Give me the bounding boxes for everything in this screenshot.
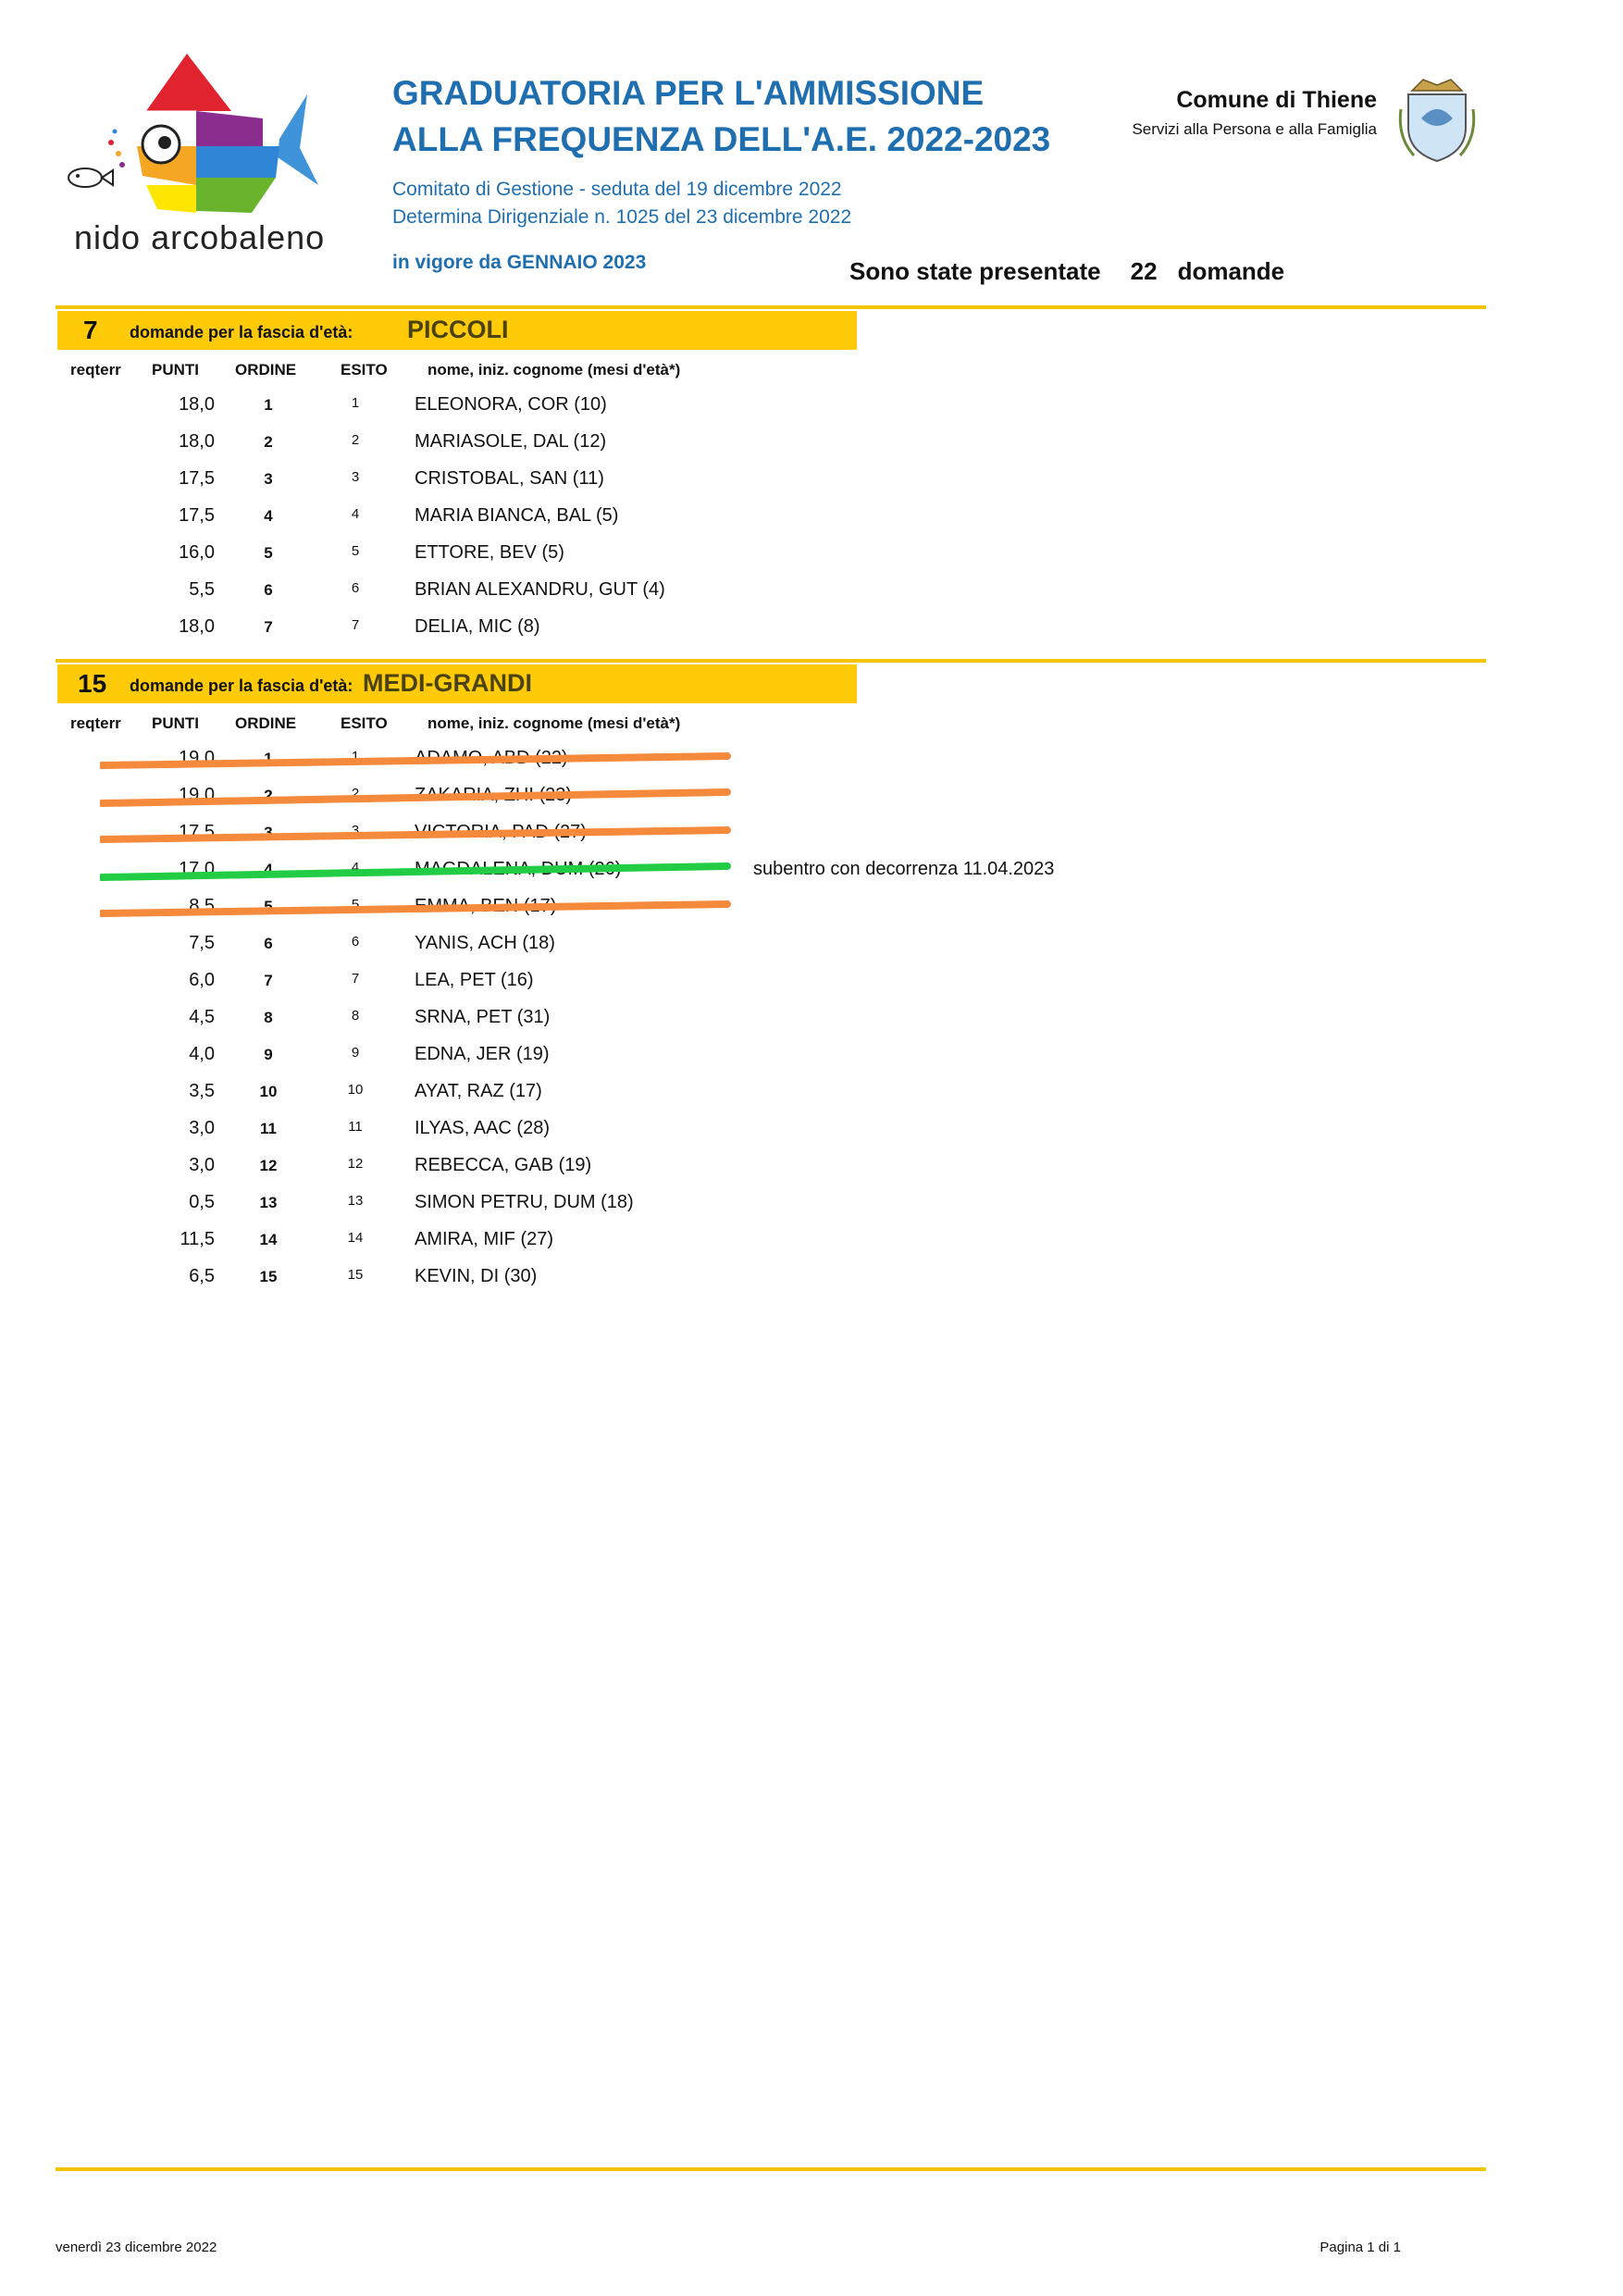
- section-band-medi-grandi: [57, 664, 857, 703]
- points-cell: 4,5: [189, 1007, 215, 1027]
- name-cell: ADAMO, ABD (22): [415, 748, 568, 768]
- esito-cell: 14: [347, 1230, 364, 1246]
- ordine-cell: 5: [264, 544, 273, 562]
- name-cell: MARIASOLE, DAL (12): [415, 431, 607, 452]
- col-header-reqterr: reqterr: [70, 714, 121, 732]
- footer-date: venerdì 23 dicembre 2022: [56, 2240, 217, 2255]
- col-header-esito: ESITO: [341, 361, 388, 379]
- name-cell: SRNA, PET (31): [415, 1007, 551, 1027]
- ordine-cell: 14: [259, 1231, 278, 1248]
- ordine-cell: 11: [260, 1120, 277, 1137]
- ordine-cell: 3: [264, 470, 273, 488]
- esito-cell: 12: [347, 1156, 364, 1172]
- esito-cell: 7: [351, 971, 360, 987]
- name-cell: EMMA, BEN (17): [415, 896, 557, 916]
- name-cell: ELEONORA, COR (10): [415, 394, 607, 415]
- points-cell: 7,5: [189, 933, 215, 953]
- esito-cell: 1: [351, 749, 360, 764]
- esito-cell: 11: [348, 1119, 363, 1135]
- col-header-reqterr: reqterr: [70, 361, 121, 379]
- col-header-punti: PUNTI: [152, 714, 199, 732]
- ordine-cell: 1: [264, 396, 273, 414]
- divider-rule: [56, 305, 1486, 309]
- points-cell: 17,5: [179, 505, 215, 526]
- esito-cell: 3: [351, 469, 360, 485]
- presentate-summary: [849, 257, 1284, 286]
- ordine-cell: 4: [264, 507, 273, 525]
- esito-cell: 13: [347, 1193, 364, 1209]
- points-cell: 6,5: [189, 1266, 215, 1286]
- in-vigore-label: in vigore da GENNAIO 2023: [392, 252, 647, 273]
- name-cell: DELIA, MIC (8): [415, 616, 540, 637]
- esito-cell: 5: [351, 543, 360, 559]
- ordine-cell: 7: [264, 972, 273, 989]
- comune-name: Comune di Thiene: [1176, 87, 1377, 113]
- name-cell: AYAT, RAZ (17): [415, 1081, 542, 1101]
- name-cell: AMIRA, MIF (27): [415, 1229, 554, 1249]
- name-cell: KEVIN, DI (30): [415, 1266, 538, 1286]
- points-cell: 8,5: [189, 896, 215, 916]
- points-cell: 3,0: [189, 1118, 215, 1138]
- ordine-cell: 6: [264, 581, 273, 599]
- points-cell: 18,0: [179, 431, 215, 452]
- presentate-count: 22: [1130, 257, 1158, 285]
- logo-text: nido arcobaleno: [74, 218, 326, 256]
- ordine-cell: 15: [259, 1268, 278, 1285]
- footer-rule: [56, 2167, 1486, 2171]
- name-cell: EDNA, JER (19): [415, 1044, 550, 1064]
- name-cell: YANIS, ACH (18): [415, 933, 555, 953]
- name-cell: ETTORE, BEV (5): [415, 542, 564, 563]
- ordine-cell: 13: [259, 1194, 278, 1211]
- col-header-ordine: ORDINE: [235, 361, 297, 379]
- title-line-2: ALLA FREQUENZA DELL'A.E. 2022-2023: [392, 120, 1051, 158]
- ordine-cell: 3: [264, 824, 273, 841]
- points-cell: 17,5: [179, 468, 215, 489]
- esito-cell: 2: [351, 786, 360, 801]
- ordine-cell: 8: [264, 1009, 273, 1026]
- name-cell: SIMON PETRU, DUM (18): [415, 1192, 634, 1212]
- esito-cell: 15: [347, 1267, 364, 1283]
- comune-crest-icon: [1395, 72, 1479, 165]
- name-cell: CRISTOBAL, SAN (11): [415, 468, 604, 489]
- col-header-esito: ESITO: [341, 714, 388, 732]
- esito-cell: 6: [351, 934, 360, 949]
- points-cell: 6,0: [189, 970, 215, 990]
- esito-cell: 8: [351, 1008, 360, 1024]
- points-cell: 4,0: [189, 1044, 215, 1064]
- row-note: subentro con decorrenza 11.04.2023: [753, 859, 1055, 879]
- points-cell: 19,0: [179, 748, 215, 768]
- points-cell: 5,5: [189, 579, 215, 600]
- esito-cell: 1: [351, 395, 360, 411]
- points-cell: 16,0: [179, 542, 215, 563]
- presentate-suffix: domande: [1177, 257, 1285, 285]
- ordine-cell: 4: [264, 861, 273, 878]
- ordine-cell: 2: [264, 787, 273, 804]
- title-line-1: GRADUATORIA PER L'AMMISSIONE: [392, 74, 985, 112]
- ordine-cell: 2: [264, 433, 273, 451]
- piccoli-label: domande per la fascia d'età:: [130, 323, 353, 341]
- col-header-nome: nome, iniz. cognome (mesi d'età*): [427, 361, 681, 379]
- footer-page-number: Pagina 1 di 1: [1319, 2240, 1401, 2255]
- points-cell: 3,0: [189, 1155, 215, 1175]
- ordine-cell: 12: [259, 1157, 278, 1174]
- esito-cell: 4: [351, 506, 360, 522]
- section-band-piccoli: [57, 311, 857, 350]
- ordine-cell: 6: [264, 935, 273, 952]
- subtitle-line-1: Comitato di Gestione - seduta del 19 dicembre 2022: [392, 179, 842, 200]
- esito-cell: 10: [347, 1082, 364, 1098]
- esito-cell: 3: [351, 823, 360, 838]
- esito-cell: 2: [351, 432, 360, 448]
- piccoli-count: 7: [83, 316, 98, 344]
- col-header-punti: PUNTI: [152, 361, 199, 379]
- name-cell: ZAKARIA, ZHI (23): [415, 785, 573, 805]
- points-cell: 18,0: [179, 394, 215, 415]
- points-cell: 0,5: [189, 1192, 215, 1212]
- points-cell: 17,0: [179, 859, 215, 879]
- name-cell: MARIA BIANCA, BAL (5): [415, 505, 619, 526]
- piccoli-name: PICCOLI: [407, 316, 509, 343]
- esito-cell: 7: [351, 617, 360, 633]
- ordine-cell: 7: [264, 618, 273, 636]
- subtitle-line-2: Determina Dirigenziale n. 1025 del 23 dicembre 2022: [392, 206, 852, 228]
- points-cell: 17,5: [179, 822, 215, 842]
- ordine-cell: 10: [259, 1083, 278, 1100]
- name-cell: ILYAS, AAC (28): [415, 1118, 550, 1138]
- name-cell: VICTORIA, PAD (27): [415, 822, 587, 842]
- ordine-cell: 9: [264, 1046, 273, 1063]
- ordine-cell: 1: [264, 750, 273, 767]
- divider-rule: [56, 659, 1486, 663]
- esito-cell: 5: [351, 897, 360, 912]
- col-header-nome: nome, iniz. cognome (mesi d'età*): [427, 714, 681, 732]
- points-cell: 11,5: [180, 1229, 215, 1249]
- esito-cell: 9: [351, 1045, 360, 1061]
- esito-cell: 6: [351, 580, 360, 596]
- points-cell: 18,0: [179, 616, 215, 637]
- points-cell: 3,5: [189, 1081, 215, 1101]
- col-header-ordine: ORDINE: [235, 714, 297, 732]
- medi-grandi-count: 15: [78, 669, 107, 698]
- medi-grandi-label: domande per la fascia d'età:: [130, 676, 353, 695]
- servizi-label: Servizi alla Persona e alla Famiglia: [1132, 120, 1377, 138]
- name-cell: LEA, PET (16): [415, 970, 534, 990]
- name-cell: MAGDALENA, DUM (26): [415, 859, 622, 879]
- name-cell: BRIAN ALEXANDRU, GUT (4): [415, 579, 665, 600]
- medi-grandi-name: MEDI-GRANDI: [363, 669, 532, 697]
- points-cell: 19,0: [179, 785, 215, 805]
- name-cell: REBECCA, GAB (19): [415, 1155, 592, 1175]
- presentate-label: Sono state presentate: [849, 257, 1101, 285]
- ordine-cell: 5: [264, 898, 273, 915]
- esito-cell: 4: [351, 860, 360, 875]
